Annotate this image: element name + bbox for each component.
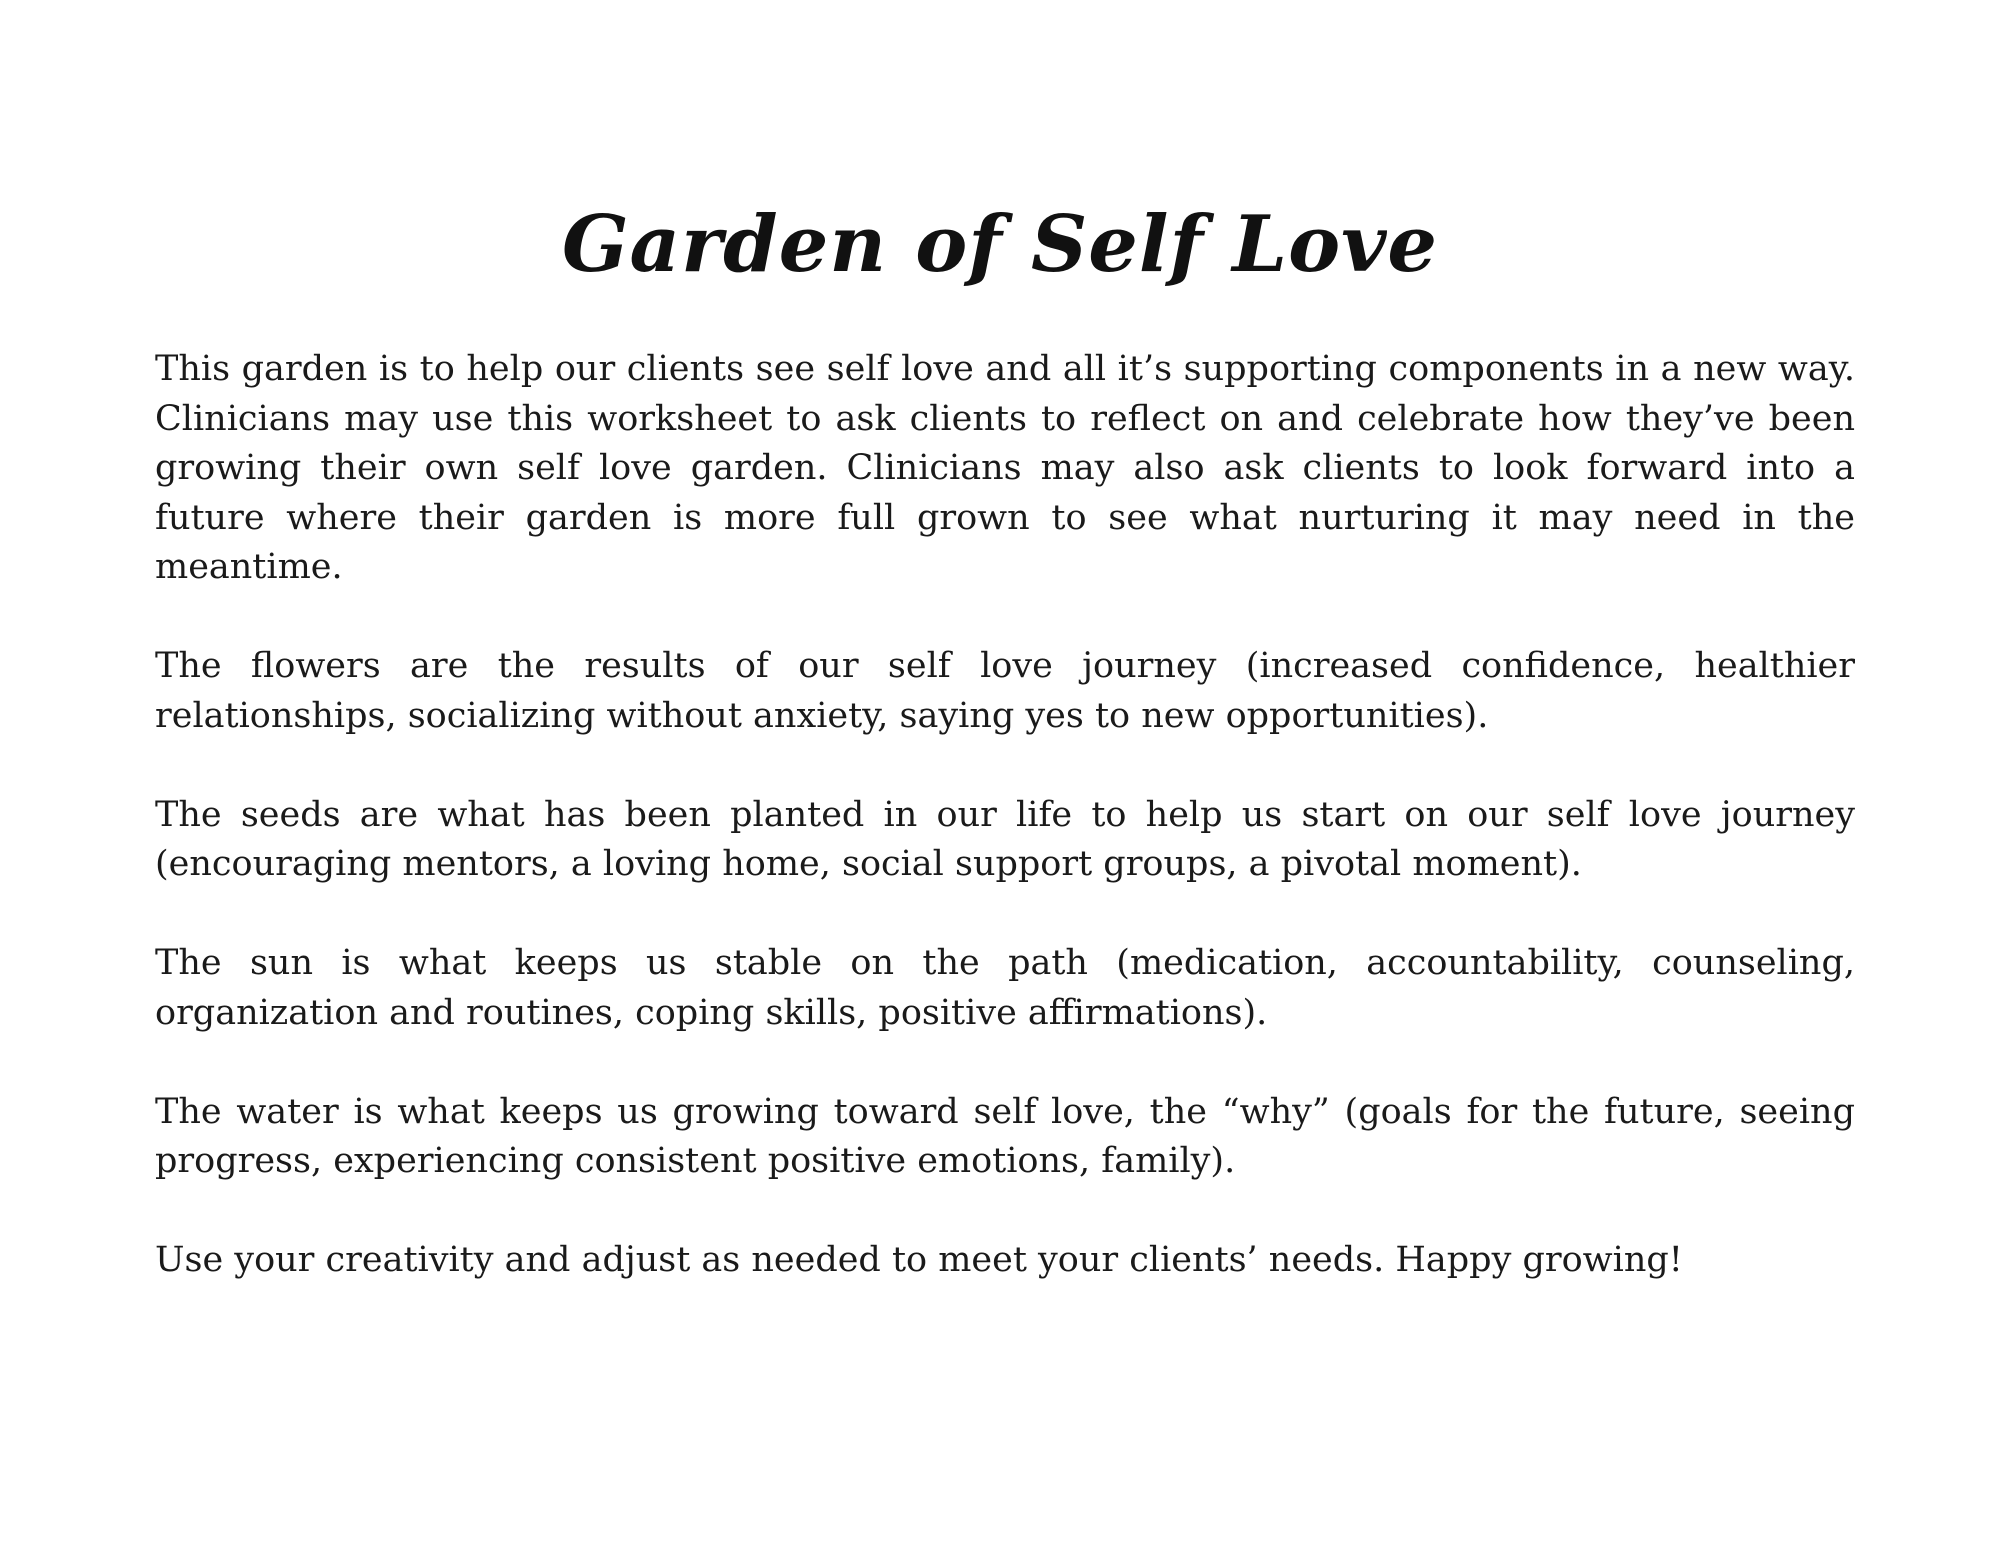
water-paragraph: The water is what keeps us growing toward self love, the “why” (goals for the future, seeing progress, experiencing consistent positive emotions, family). — [155, 1091, 1855, 1181]
closing-paragraph: Use your creativity and adjust as needed to meet your clients’ needs. Happy growing! — [155, 1240, 1683, 1280]
document-body — [155, 345, 1855, 1335]
page-title: Garden of Self Love — [561, 199, 1439, 290]
seeds-paragraph: The seeds are what has been planted in our life to help us start on our self love journey (encouraging mentors, a loving home, social support groups, a pivotal moment). — [155, 794, 1855, 884]
sun-paragraph: The sun is what keeps us stable on the path (medication, accountability, counseling, organization and routines, coping skills, positive affirmations). — [155, 943, 1855, 1033]
intro-paragraph: This garden is to help our clients see self love and all it’s supporting components in a new way. Clinicians may use this worksheet to ask clients to reflect on and celebrate how they’ve been growing their own self love garden. Clinicians may also ask clients to look forward into a future where their garden is more full grown to see what nurturing it may need in the meantime. — [155, 349, 1855, 587]
flowers-paragraph: The flowers are the results of our self love journey (increased confidence, healthier relationships, socializing without anxiety, saying yes to new opportunities). — [155, 646, 1855, 736]
